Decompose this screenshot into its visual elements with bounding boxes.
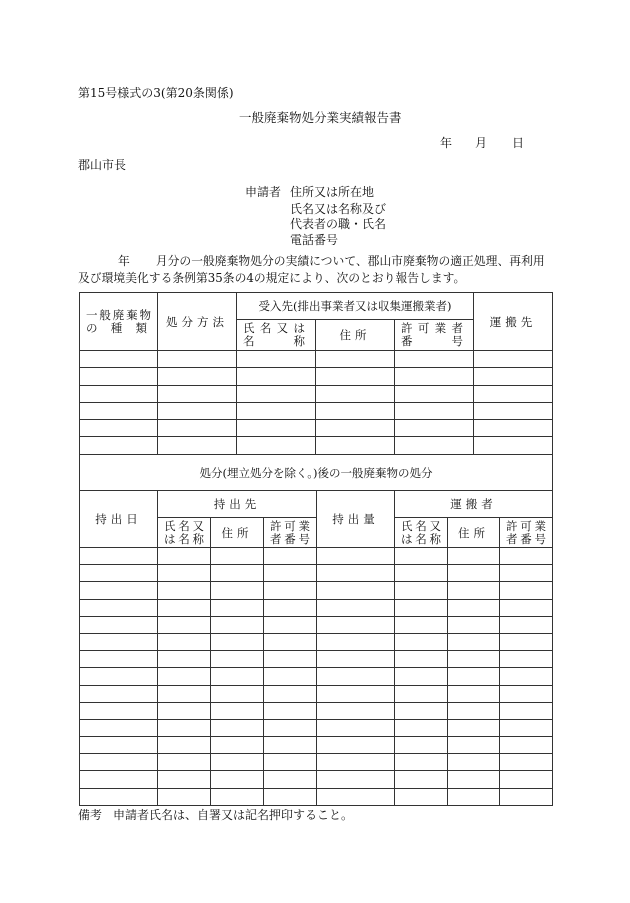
entry-cell[interactable] — [237, 402, 316, 419]
entry-cell[interactable] — [395, 351, 474, 368]
entry-cell[interactable] — [237, 420, 316, 437]
entry-cell[interactable] — [395, 771, 448, 788]
applicant-representative-label: 代表者の職・氏名 — [290, 217, 387, 231]
entry-cell[interactable] — [316, 420, 395, 437]
entry-cell[interactable] — [158, 420, 237, 437]
entry-cell[interactable] — [317, 719, 395, 736]
entry-cell[interactable] — [448, 616, 500, 633]
entry-cell[interactable] — [80, 437, 158, 454]
entry-row — [80, 402, 553, 419]
entry-cell[interactable] — [237, 368, 316, 385]
entry-cell[interactable] — [237, 385, 316, 402]
date-year-label: 年 — [440, 136, 453, 150]
entry-cell[interactable] — [80, 754, 158, 771]
entry-cell[interactable] — [395, 548, 448, 565]
entry-cell[interactable] — [317, 548, 395, 565]
intro-text: 月分の一般廃棄物処分の実績について、郡山市廃棄物の適正処理、再利用及び環境美化する条例第35条の4の規定により、次のとおり報告します。 — [78, 254, 545, 285]
applicant-address-label: 住所又は所在地 — [290, 185, 375, 199]
entry-cell[interactable] — [395, 385, 474, 402]
entry-cell[interactable] — [80, 771, 158, 788]
header-waste-type — [80, 293, 158, 351]
entry-cell[interactable] — [80, 616, 158, 633]
entry-row — [80, 548, 553, 565]
entry-row — [80, 668, 553, 685]
entry-cell[interactable] — [317, 788, 395, 805]
entry-cell[interactable] — [237, 351, 316, 368]
header-carrier-name-line1: 氏 名 又 — [401, 518, 441, 533]
header-dest-permit-line1: 許 可 業 — [270, 518, 310, 533]
entry-row — [80, 788, 553, 805]
entry-cell[interactable] — [395, 616, 448, 633]
entry-cell[interactable] — [448, 737, 500, 754]
entry-cell[interactable] — [500, 685, 553, 702]
entry-row — [80, 565, 553, 582]
entry-cell[interactable] — [158, 633, 211, 650]
header-carrier-permit-line1: 許 可 業 — [506, 518, 546, 533]
entry-cell[interactable] — [237, 437, 316, 454]
entry-cell[interactable] — [211, 633, 264, 650]
header-receiver: 受入先(排出事業者又は収集運搬業者) — [237, 293, 474, 320]
entry-cell[interactable] — [317, 582, 395, 599]
date-month-label: 月 — [475, 136, 488, 150]
entry-cell[interactable] — [500, 719, 553, 736]
entry-cell[interactable] — [395, 685, 448, 702]
entry-cell[interactable] — [158, 719, 211, 736]
section-title: 処分(埋立処分を除く。)後の一般廃棄物の処分 — [80, 455, 553, 491]
entry-cell[interactable] — [211, 685, 264, 702]
entry-cell[interactable] — [211, 668, 264, 685]
entry-cell[interactable] — [80, 685, 158, 702]
header-dest-permit-line2: 者 番 号 — [270, 531, 310, 546]
header-destination: 持出先 — [158, 491, 317, 518]
entry-cell[interactable] — [211, 548, 264, 565]
header-dest-permit — [264, 518, 317, 548]
header-receiver-name-line1: 氏 名 又 は — [243, 321, 309, 335]
entry-cell[interactable] — [264, 702, 317, 719]
entry-cell[interactable] — [211, 719, 264, 736]
entry-cell[interactable] — [395, 599, 448, 616]
entry-cell[interactable] — [264, 719, 317, 736]
entry-cell[interactable] — [317, 651, 395, 668]
entry-cell[interactable] — [317, 668, 395, 685]
entry-cell[interactable] — [158, 788, 211, 805]
entry-cell[interactable] — [317, 565, 395, 582]
entry-cell[interactable] — [80, 402, 158, 419]
entry-cell[interactable] — [395, 420, 474, 437]
entry-cell[interactable] — [80, 420, 158, 437]
entry-row — [80, 754, 553, 771]
entry-cell[interactable] — [448, 599, 500, 616]
entry-row — [80, 702, 553, 719]
entry-cell[interactable] — [395, 719, 448, 736]
header-carrier-permit — [500, 518, 553, 548]
header-receiver-permit-line2: 番 号 — [401, 334, 468, 348]
entry-cell[interactable] — [500, 633, 553, 650]
entry-cell[interactable] — [158, 565, 211, 582]
entry-cell[interactable] — [316, 402, 395, 419]
header-receiver-name-line2: 名 称 — [243, 334, 309, 348]
entry-cell[interactable] — [264, 771, 317, 788]
entry-row — [80, 737, 553, 754]
entry-cell[interactable] — [80, 548, 158, 565]
entry-row — [80, 685, 553, 702]
entry-cell[interactable] — [500, 548, 553, 565]
entry-cell[interactable] — [317, 599, 395, 616]
entry-cell[interactable] — [395, 565, 448, 582]
header-carrier-address: 住所 — [448, 518, 500, 548]
remarks-label: 備考 — [78, 808, 103, 822]
entry-cell[interactable] — [264, 548, 317, 565]
entry-cell[interactable] — [211, 771, 264, 788]
entry-cell[interactable] — [158, 402, 237, 419]
intro-year: 年 — [118, 254, 130, 268]
entry-cell[interactable] — [211, 754, 264, 771]
header-receiver-address: 住所 — [316, 320, 395, 351]
entry-cell[interactable] — [80, 599, 158, 616]
date-day-label: 日 — [512, 136, 525, 150]
entry-cell[interactable] — [317, 737, 395, 754]
entry-cell[interactable] — [80, 668, 158, 685]
header-carrier: 運搬者 — [395, 491, 553, 518]
entry-cell[interactable] — [317, 685, 395, 702]
entry-cell[interactable] — [448, 582, 500, 599]
entry-cell[interactable] — [80, 737, 158, 754]
entry-row — [80, 719, 553, 736]
header-receiver-permit — [395, 320, 474, 351]
entry-row — [80, 420, 553, 437]
entry-cell[interactable] — [80, 582, 158, 599]
form-number: 第15号様式の3(第20条関係) — [78, 86, 234, 100]
entry-cell[interactable] — [500, 737, 553, 754]
entry-cell[interactable] — [448, 633, 500, 650]
entry-cell[interactable] — [316, 437, 395, 454]
entry-cell[interactable] — [158, 582, 211, 599]
entry-cell[interactable] — [317, 754, 395, 771]
header-waste-type-line1: 一 般 廃 棄 物 — [86, 307, 151, 322]
header-dest-name-line2: は 名 称 — [164, 531, 204, 546]
entry-cell[interactable] — [500, 668, 553, 685]
entry-cell[interactable] — [395, 368, 474, 385]
header-waste-type-line2: の 種 類 — [86, 320, 151, 335]
entry-cell[interactable] — [395, 582, 448, 599]
entry-cell[interactable] — [317, 633, 395, 650]
entry-cell[interactable] — [317, 702, 395, 719]
entry-cell[interactable] — [158, 368, 237, 385]
header-carrier-permit-line2: 者 番 号 — [506, 531, 546, 546]
entry-cell[interactable] — [158, 599, 211, 616]
entry-cell[interactable] — [158, 737, 211, 754]
entry-cell[interactable] — [264, 685, 317, 702]
entry-cell[interactable] — [500, 565, 553, 582]
entry-cell[interactable] — [395, 668, 448, 685]
entry-cell[interactable] — [448, 668, 500, 685]
entry-cell[interactable] — [211, 616, 264, 633]
entry-cell[interactable] — [448, 651, 500, 668]
header-date-out: 持出日 — [80, 491, 158, 548]
entry-row — [80, 633, 553, 650]
entry-cell[interactable] — [80, 385, 158, 402]
entry-cell[interactable] — [264, 788, 317, 805]
entry-cell[interactable] — [80, 702, 158, 719]
entry-cell[interactable] — [264, 582, 317, 599]
entry-cell[interactable] — [158, 668, 211, 685]
entry-cell[interactable] — [317, 616, 395, 633]
entry-cell[interactable] — [500, 754, 553, 771]
entry-cell[interactable] — [500, 616, 553, 633]
entry-cell[interactable] — [500, 788, 553, 805]
entry-cell[interactable] — [395, 437, 474, 454]
entry-row — [80, 368, 553, 385]
entry-cell[interactable] — [158, 616, 211, 633]
entry-cell[interactable] — [395, 788, 448, 805]
entry-cell[interactable] — [500, 651, 553, 668]
entry-cell[interactable] — [316, 385, 395, 402]
entry-cell[interactable] — [474, 351, 553, 368]
header-dest-name-line1: 氏 名 又 — [164, 518, 204, 533]
entry-cell[interactable] — [395, 737, 448, 754]
header-quantity: 持出量 — [317, 491, 395, 548]
entry-row — [80, 437, 553, 454]
entry-cell[interactable] — [395, 402, 474, 419]
entry-cell[interactable] — [158, 385, 237, 402]
entry-cell[interactable] — [80, 651, 158, 668]
entry-cell[interactable] — [317, 771, 395, 788]
header-receiver-name — [237, 320, 316, 351]
header-carrier-name-line2: は 名 称 — [401, 531, 441, 546]
entry-cell[interactable] — [158, 754, 211, 771]
entry-cell[interactable] — [474, 402, 553, 419]
entry-cell[interactable] — [211, 737, 264, 754]
entry-cell[interactable] — [158, 437, 237, 454]
header-transporter: 運搬先 — [474, 293, 553, 351]
header-method: 処分方法 — [158, 293, 237, 351]
entry-cell[interactable] — [448, 771, 500, 788]
entry-cell[interactable] — [500, 702, 553, 719]
entry-cell[interactable] — [158, 771, 211, 788]
entry-cell[interactable] — [264, 754, 317, 771]
entry-cell[interactable] — [264, 565, 317, 582]
applicant-name-label: 氏名又は名称及び — [290, 202, 387, 216]
entry-cell[interactable] — [500, 771, 553, 788]
entry-cell[interactable] — [395, 633, 448, 650]
entry-cell[interactable] — [158, 548, 211, 565]
entry-cell[interactable] — [448, 685, 500, 702]
entry-cell[interactable] — [500, 582, 553, 599]
applicant-phone-label: 電話番号 — [290, 233, 339, 247]
entry-cell[interactable] — [211, 788, 264, 805]
entry-cell[interactable] — [80, 719, 158, 736]
intro-paragraph — [78, 253, 552, 287]
entry-row — [80, 385, 553, 402]
entry-cell[interactable] — [264, 616, 317, 633]
entry-cell[interactable] — [316, 351, 395, 368]
remarks-text: 申請者氏名は、自署又は記名押印すること。 — [113, 808, 354, 822]
post-disposal-table — [79, 454, 553, 806]
header-carrier-name — [395, 518, 448, 548]
disposal-record-table — [79, 292, 553, 455]
entry-cell[interactable] — [448, 719, 500, 736]
document-title: 一般廃棄物処分業実績報告書 — [239, 110, 402, 125]
entry-cell[interactable] — [264, 651, 317, 668]
entry-cell[interactable] — [448, 788, 500, 805]
entry-cell[interactable] — [474, 385, 553, 402]
addressee: 郡山市長 — [78, 158, 127, 172]
entry-cell[interactable] — [448, 565, 500, 582]
applicant-label: 申請者 — [245, 185, 282, 199]
entry-cell[interactable] — [474, 437, 553, 454]
entry-row — [80, 651, 553, 668]
entry-cell[interactable] — [211, 565, 264, 582]
entry-cell[interactable] — [448, 754, 500, 771]
entry-cell[interactable] — [158, 651, 211, 668]
entry-cell[interactable] — [448, 702, 500, 719]
entry-cell[interactable] — [316, 368, 395, 385]
entry-row — [80, 351, 553, 368]
header-dest-address: 住所 — [211, 518, 264, 548]
entry-row — [80, 599, 553, 616]
entry-cell[interactable] — [264, 668, 317, 685]
header-dest-name — [158, 518, 211, 548]
entry-cell[interactable] — [395, 702, 448, 719]
header-receiver-permit-line1: 許 可 業 者 — [401, 321, 468, 335]
entry-cell[interactable] — [500, 599, 553, 616]
entry-cell[interactable] — [448, 548, 500, 565]
entry-cell[interactable] — [80, 565, 158, 582]
entry-cell[interactable] — [395, 651, 448, 668]
entry-cell[interactable] — [80, 788, 158, 805]
entry-cell[interactable] — [211, 599, 264, 616]
entry-cell[interactable] — [158, 702, 211, 719]
entry-cell[interactable] — [158, 351, 237, 368]
entry-cell[interactable] — [211, 702, 264, 719]
entry-row — [80, 582, 553, 599]
entry-cell[interactable] — [211, 582, 264, 599]
entry-cell[interactable] — [80, 633, 158, 650]
entry-cell[interactable] — [158, 685, 211, 702]
entry-cell[interactable] — [264, 599, 317, 616]
entry-cell[interactable] — [474, 420, 553, 437]
entry-row — [80, 616, 553, 633]
entry-cell[interactable] — [80, 368, 158, 385]
entry-cell[interactable] — [395, 754, 448, 771]
entry-cell[interactable] — [80, 351, 158, 368]
entry-cell[interactable] — [264, 633, 317, 650]
entry-cell[interactable] — [264, 737, 317, 754]
entry-row — [80, 771, 553, 788]
entry-cell[interactable] — [474, 368, 553, 385]
entry-cell[interactable] — [211, 651, 264, 668]
